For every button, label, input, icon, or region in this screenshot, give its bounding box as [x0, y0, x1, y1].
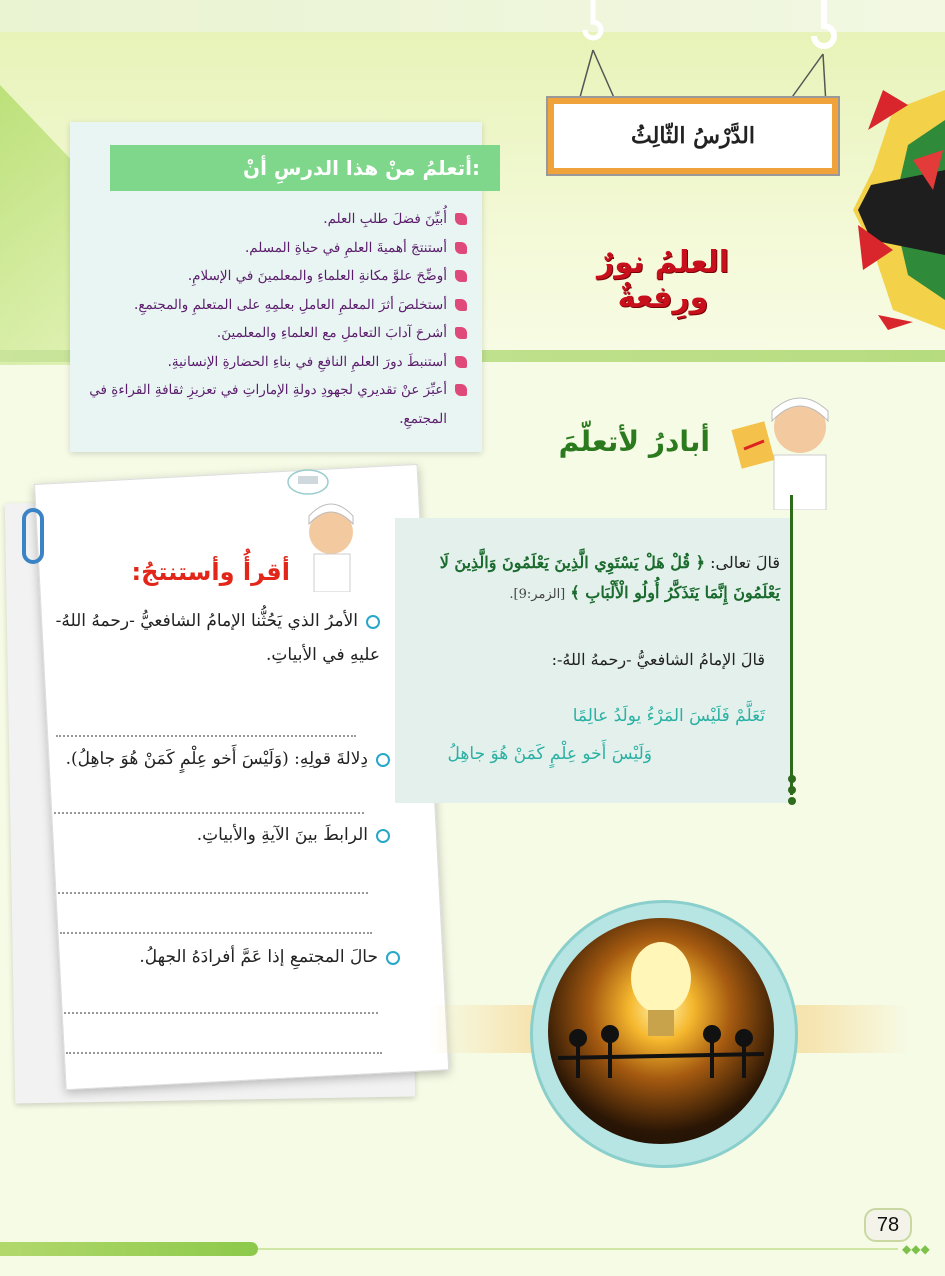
- lightbulb-people-icon: [548, 918, 774, 1144]
- list-item: أعبِّرَ عنْ تقديري لجهودِ دولةِ الإماراتِ في تعزيزِ ثقافةِ القراءةِ في المجتمعِ.: [82, 376, 467, 433]
- decorative-dot: [788, 775, 796, 783]
- question-item: دِلالةَ قولِهِ: (وَلَيْسَ أَخو عِلْمٍ كَمَنْ هُوَ جاهِلُ).: [40, 742, 390, 776]
- list-item: أشرحَ آدابَ التعاملِ مع العلماءِ والمعلمينَ.: [82, 319, 467, 348]
- lesson-number-label: الدَّرْسُ الثّالِثُ: [631, 123, 755, 149]
- question-item: الرابطَ بينَ الآيةِ والأبياتِ.: [150, 818, 390, 852]
- book-bullet-icon: [455, 270, 467, 282]
- quran-verse: ﴿ قُلْ هَلْ يَسْتَوِي الَّذِينَ يَعْلَمُونَ وَالَّذِينَ لَا: [439, 553, 706, 572]
- decorative-dot: [788, 797, 796, 805]
- paperclip-icon: [22, 508, 44, 564]
- book-bullet-icon: [455, 327, 467, 339]
- answer-line[interactable]: [64, 1012, 378, 1014]
- list-item: أستنتجَ أهميةَ العلمِ في حياةِ المسلم.: [82, 234, 467, 263]
- poem-line: وَلَيْسَ أَخو عِلْمٍ كَمَنْ هُوَ جاهِلُ: [447, 744, 652, 764]
- book-bullet-icon: [455, 242, 467, 254]
- question-bullet-icon: [376, 753, 390, 767]
- boy-reading-icon: [286, 462, 366, 592]
- decorative-dot: [788, 786, 796, 794]
- lesson-number-sign: [546, 96, 840, 176]
- answer-line[interactable]: [66, 1052, 382, 1054]
- question-bullet-icon: [386, 951, 400, 965]
- answer-line[interactable]: [54, 812, 364, 814]
- answer-line[interactable]: [56, 735, 356, 737]
- decorative-vertical-line: [790, 495, 793, 795]
- poem-line: تَعَلَّمْ فَلَيْسَ المَرْءُ يولَدُ عالِمًا: [572, 706, 765, 726]
- question-item: حالَ المجتمعِ إذا عَمَّ أفرادَهُ الجهلُ.: [100, 940, 400, 974]
- footer-bar: [0, 1242, 258, 1256]
- top-strip: [0, 0, 945, 32]
- read-conclude-heading: أقرأُ وأستنتجُ:: [131, 558, 290, 586]
- boy-writing-icon: [730, 385, 840, 510]
- islamic-ornament-icon: [853, 90, 945, 330]
- question-item: الأمرُ الذي يَحُثُّنا الإمامُ الشافعيُّ -رحمهُ اللهُ- عليهِ في الأبياتِ.: [55, 611, 380, 665]
- list-item: أُبيِّنَ فضلَ طلبِ العلم.: [82, 205, 467, 234]
- book-bullet-icon: [455, 213, 467, 225]
- footer-line: [258, 1248, 898, 1250]
- objectives-header: [110, 145, 500, 191]
- verse-citation: [الزمر:9].: [509, 587, 566, 602]
- page-number: 78: [864, 1208, 912, 1242]
- book-bullet-icon: [455, 356, 467, 368]
- list-item: أستنبطَ دورَ العلمِ النافعِ في بناءِ الحضارةِ الإنسانيةِ.: [82, 348, 467, 377]
- list-item: أوضِّحَ علوَّ مكانةِ العلماءِ والمعلمينَ في الإسلامِ.: [82, 262, 467, 291]
- footer-dots-icon: ◆◆◆: [902, 1242, 930, 1256]
- answer-line[interactable]: [58, 892, 368, 894]
- objectives-list: [82, 205, 467, 433]
- objectives-heading: أتعلمُ منْ هذا الدرسِ أنْ:: [243, 156, 480, 180]
- lesson-title: العلمُ نورٌ ورِفعةٌ: [596, 245, 730, 315]
- question-bullet-icon: [366, 615, 380, 629]
- book-bullet-icon: [455, 384, 467, 396]
- verse-block: قالَ تعالى: ﴿ قُلْ هَلْ يَسْتَوِي الَّذِينَ يَعْلَمُونَ وَالَّذِينَ لَا يَعْلَمُونَ إِنَّمَا يَتَذَكَّرُ أُولُو الْأَلْبَابِ ﴾ [الزمر:9].: [439, 553, 780, 602]
- book-bullet-icon: [455, 299, 467, 311]
- answer-line[interactable]: [60, 932, 372, 934]
- question-bullet-icon: [376, 829, 390, 843]
- lightbulb-image: [548, 918, 774, 1144]
- imam-intro: قالَ الإمامُ الشافعيُّ -رحمهُ اللهُ-:: [551, 650, 765, 669]
- list-item: أستخلصَ أثرَ المعلمِ العاملِ بعلمِهِ على المتعلمِ والمجتمعِ.: [82, 291, 467, 320]
- quran-verse: يَعْلَمُونَ إِنَّمَا يَتَذَكَّرُ أُولُو الْأَلْبَابِ ﴾: [570, 583, 780, 602]
- hasten-heading: أبادرُ لأتعلّمَ: [558, 425, 710, 458]
